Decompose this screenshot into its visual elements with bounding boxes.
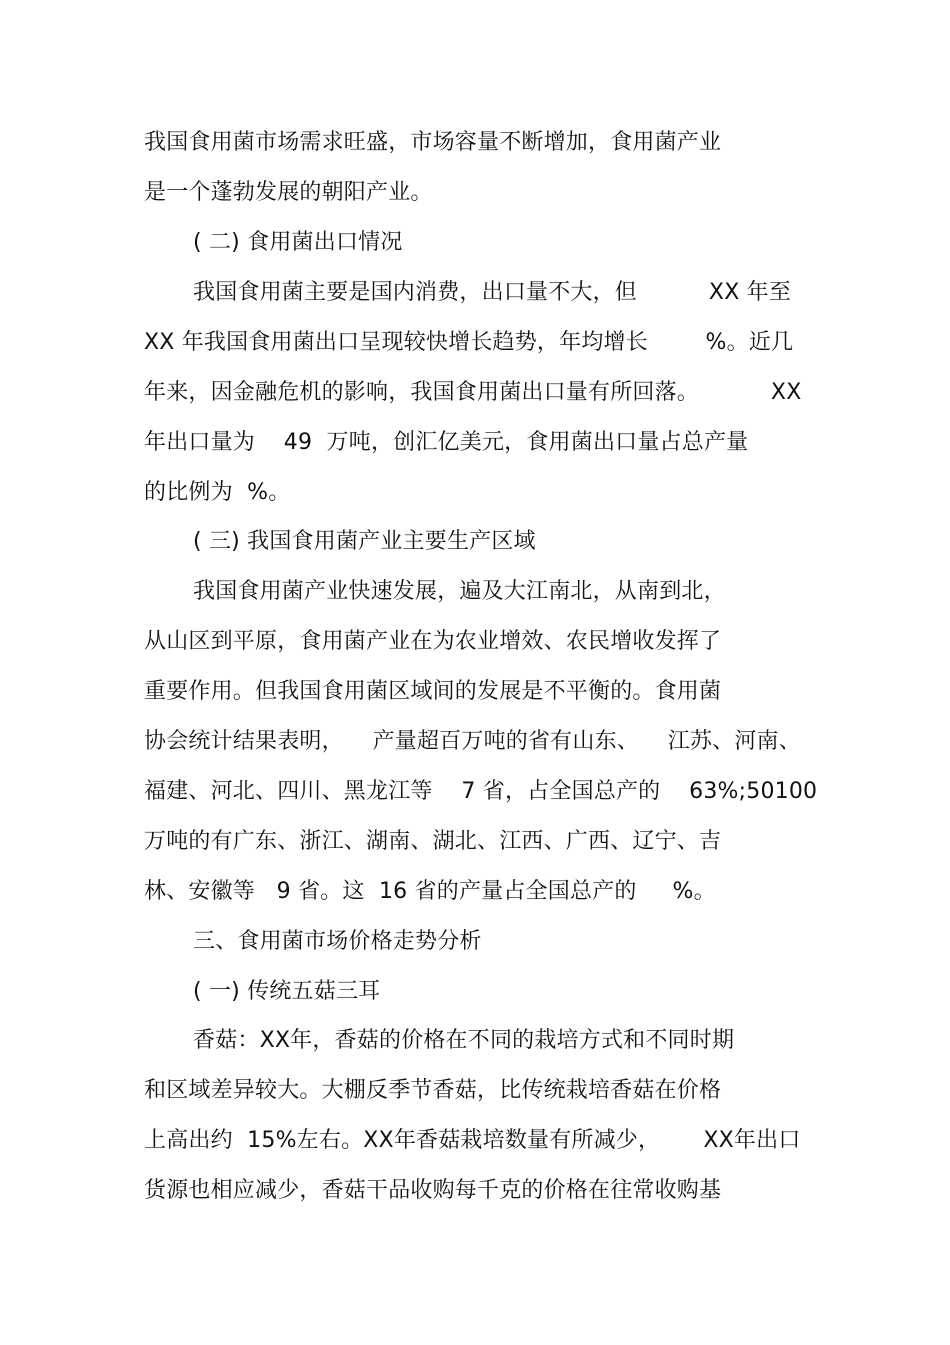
- text-line-12: 重要作用。但我国食用菌区域间的发展是不平衡的。食用菌: [144, 679, 722, 704]
- text-line-5: XX 年我国食用菌出口呈现较快增长趋势，年均增长 %。近几: [144, 330, 794, 355]
- text-line-8: 的比例为 %。: [144, 480, 291, 505]
- text-line-21: 上高出约 15%左右。XX年香菇栽培数量有所减少， XX年出口: [144, 1128, 801, 1153]
- text-line-19: 香菇：XX年，香菇的价格在不同的栽培方式和不同时期: [193, 1028, 735, 1053]
- text-line-2: 是一个蓬勃发展的朝阳产业。: [144, 180, 433, 205]
- text-line-14: 福建、河北、四川、黑龙江等 7 省，占全国总产的 63%;50100: [144, 779, 818, 804]
- text-line-16: 林、安徽等 9 省。这 16 省的产量占全国总产的 %。: [144, 879, 716, 904]
- text-line-20: 和区域差异较大。大棚反季节香菇，比传统栽培香菇在价格: [144, 1078, 722, 1103]
- text-line-7: 年出口量为 49 万吨，创汇亿美元，食用菌出口量占总产量: [144, 430, 749, 455]
- text-line-22: 货源也相应减少，香菇干品收购每千克的价格在往常收购基: [144, 1178, 722, 1203]
- text-line-10: 我国食用菌产业快速发展，遍及大江南北，从南到北，: [193, 579, 726, 604]
- section-heading-price-trend: 三、食用菌市场价格走势分析: [193, 929, 482, 954]
- text-line-15: 万吨的有广东、浙江、湖南、湖北、江西、广西、辽宁、吉: [144, 829, 722, 854]
- text-line-13: 协会统计结果表明， 产量超百万吨的省有山东、 江苏、河南、: [144, 729, 801, 754]
- text-line-6: 年来，因金融危机的影响，我国食用菌出口量有所回落。 XX: [144, 380, 802, 405]
- text-line-11: 从山区到平原，食用菌产业在为农业增效、农民增收发挥了: [144, 629, 722, 654]
- text-line-1: 我国食用菌市场需求旺盛，市场容量不断增加，食用菌产业: [144, 130, 722, 155]
- section-heading-traditional: ( 一) 传统五菇三耳: [193, 979, 381, 1004]
- section-heading-export: ( 二) 食用菌出口情况: [193, 230, 403, 255]
- text-line-4: 我国食用菌主要是国内消费，出口量不大，但 XX 年至: [193, 280, 792, 305]
- section-heading-regions: ( 三) 我国食用菌产业主要生产区域: [193, 529, 536, 554]
